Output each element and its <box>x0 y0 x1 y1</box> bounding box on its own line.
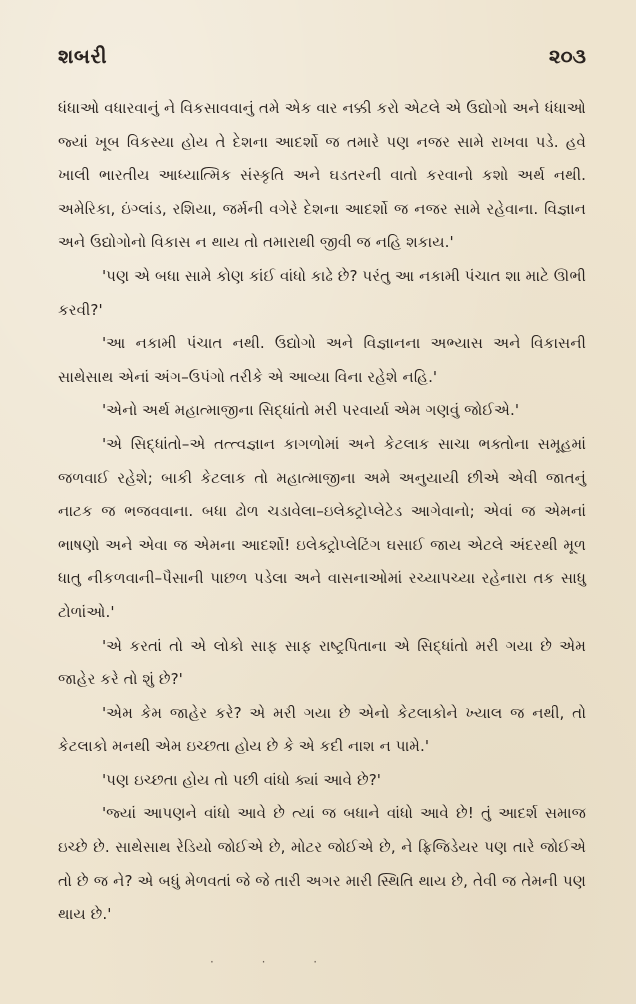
paragraph: 'એમ કેમ જાહેર કરે? એ મરી ગયા છે એનો કેટલાકોને ખ્યાલ જ નથી, તો કેટલાકો મનથી એમ ઇચ્છતા હોય છે કે એ કદી નાશ ન પામે.' <box>58 703 586 756</box>
paragraph: 'આ નકામી પંચાત નથી. ઉદ્યોગો અને વિજ્ઞાનના અભ્યાસ અને વિકાસની સાથેસાથ એનાં અંગ–ઉપંગો તરીકે એ આવ્યા વિના રહેશે નહિ.' <box>58 334 586 386</box>
body-text <box>58 92 586 932</box>
paragraph: 'પણ એ બધા સામે કોણ કાંઈ વાંધો કાઢે છે? પરંતુ આ નકામી પંચાત શા માટે ઊભી કરવી?' <box>58 266 586 319</box>
paragraph: 'પણ ઇચ્છતા હોય તો પછી વાંધો ક્યાં આવે છે?' <box>102 770 381 789</box>
paragraph: 'એનો અર્થ મહાત્માજીના સિદ્ધાંતો મરી પરવાર્યા એમ ગણવું જોઈએ.' <box>102 401 520 420</box>
paragraph: 'એ કરતાં તો એ લોકો સાફ સાફ રાષ્ટ્રપિતાના એ સિદ્ધાંતો મરી ગયા છે એમ જાહેર કરે તો શું છે?' <box>58 636 586 689</box>
paragraph: 'જ્યાં આપણને વાંધો આવે છે ત્યાં જ બધાને વાંધો આવે છે! તું આદર્શ સમાજ ઇચ્છે છે. સાથેસાથ રેડિયો જોઈએ છે, મોટર જોઈએ છે, ને ફ્રિજિડેયર પણ તારે જોઈએ તો છે જ ને? એ બધું મેળવતાં જે જે તારી અગર મારી સ્થિતિ થાય છે, તેવી જ તેમની પણ થાય છે.' <box>58 804 586 924</box>
paragraph: 'એ સિદ્ધાંતો–એ તત્ત્વજ્ઞાન કાગળોમાં અને કેટલાક સાચા ભક્તોના સમૂહમાં જળવાઈ રહેશે; બાકી કેટલાક તો મહાત્માજીના અમે અનુયાયી છીએ એવી જાતનું નાટક જ ભજવવાના. બધા ઢોળ ચડાવેલા–ઇલેક્ટ્રોપ્લેટેડ આગેવાનો; એવાં જ એમનાં ભાષણો અને એવા જ એમના આદર્શો! ઇલેક્ટ્રોપ્લેટિંગ ઘસાઈ જાય એટલે અંદરથી મૂળ ધાતુ નીકળવાની–પૈસાની પાછળ પડેલા અને વાસનાઓમાં રચ્યાપચ્યા રહેનારા તક સાધુ ટોળાંઓ.' <box>58 434 586 621</box>
page-number: ૨૦૩ <box>548 44 586 68</box>
page-header <box>58 44 586 84</box>
paragraph: ધંધાઓ વધારવાનું ને વિકસાવવાનું તમે એક વાર નક્કી કરો એટલે એ ઉદ્યોગો અને ધંધાઓ જ્યાં ખૂબ વિકસ્યા હોય તે દેશના આદર્શો જ તમારે પણ નજર સામે રાખવા પડે. હવે ખાલી ભારતીય આધ્યાત્મિક સંસ્કૃતિ અને ઘડતરની વાતો કરવાનો કશો અર્થ નથી. અમેરિકા, ઇંગ્લાંડ, રશિયા, જર્મની વગેરે દેશના આદર્શો જ નજર સામે રહેવાના. વિજ્ઞાન અને ઉદ્યોગોનો વિકાસ ન થાય તો તમારાથી જીવી જ નહિ શકાય.' <box>58 99 586 252</box>
footer-specks: · · · <box>210 955 340 969</box>
running-head: શબરી <box>58 44 108 68</box>
